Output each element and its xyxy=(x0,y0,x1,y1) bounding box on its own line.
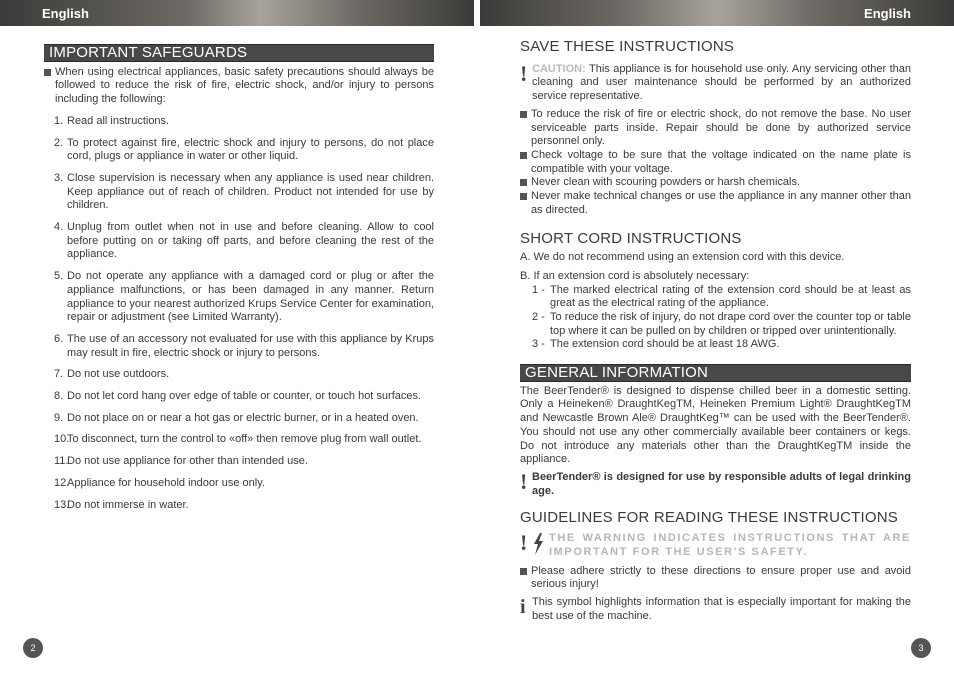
general-information-heading: GENERAL INFORMATION xyxy=(520,364,911,382)
item-text: To disconnect, turn the control to «off» then remove plug from wall outlet. xyxy=(67,433,422,446)
cord-list xyxy=(520,284,911,353)
page-number-left: 2 xyxy=(23,638,43,658)
item-text: Close supervision is necessary when any appliance is used near children. Keep appliance out of reach of children. Product not intended for use by children. xyxy=(67,171,434,212)
square-bullet-icon xyxy=(520,111,527,118)
list-item xyxy=(44,455,434,469)
list-item xyxy=(44,137,434,164)
square-bullet-icon xyxy=(44,69,51,76)
item-number: 5. xyxy=(54,270,64,283)
item-text: Do not use appliance for other than intended use. xyxy=(67,455,308,468)
warning-text: THE WARNING INDICATES INSTRUCTIONS THAT ARE IMPORTANT FOR THE USER'S SAFETY. xyxy=(549,532,911,558)
list-item xyxy=(520,284,911,311)
square-bullet-icon xyxy=(520,179,527,186)
save-bullets xyxy=(520,108,911,218)
bullet-text: Never clean with scouring powders or harsh chemicals. xyxy=(531,176,801,189)
language-label-left: English xyxy=(42,6,89,21)
list-item xyxy=(44,172,434,213)
list-item xyxy=(520,149,911,176)
save-instructions-heading: SAVE THESE INSTRUCTIONS xyxy=(520,38,735,55)
item-number: 7. xyxy=(54,368,64,381)
caution-text: This appliance is for household use only. Any servicing other than cleaning and user maintenance should be performed by an authorized service representative. xyxy=(532,62,911,103)
list-item xyxy=(44,115,434,129)
item-text: The use of an accessory not evaluated for use with this appliance by Krups may result in fire, electric shock or injury to persons. xyxy=(67,332,434,359)
info-text: This symbol highlights information that is especially important for making the best use of the machine. xyxy=(532,595,911,622)
item-text: Appliance for household indoor use only. xyxy=(67,476,265,489)
item-number: 6. xyxy=(54,332,64,345)
header-bar-right xyxy=(480,0,954,26)
list-item xyxy=(44,477,434,491)
general-information-text: The BeerTender® is designed to dispense chilled beer in a domestic setting. Only a Heineken® DraughtKegTM, Heineken Premium Light® DraughtKegTM and Newcastle Brown Ale® DraughtKeg™ can be used with the BeerTender®. You should not use any other commercially available beer containers or kegs. Do not introduce any materials other than the DraughtKegTM inside the appliance. xyxy=(520,384,911,466)
item-number: 11. xyxy=(54,455,69,468)
list-item xyxy=(44,368,434,382)
safeguards-heading: IMPORTANT SAFEGUARDS xyxy=(44,44,434,62)
list-item xyxy=(44,333,434,360)
square-bullet-icon xyxy=(520,568,527,575)
caution-label: CAUTION: xyxy=(532,62,586,75)
item-text: To reduce the risk of injury, do not drape cord over the counter top or table top where it can be pulled on by children or tripped over unintentionally. xyxy=(550,310,911,337)
right-column xyxy=(520,40,911,623)
header-bar-left xyxy=(0,0,474,26)
item-number: 3 - xyxy=(532,338,545,351)
caution-paragraph xyxy=(520,60,911,104)
item-text: Do not immerse in water. xyxy=(67,498,189,511)
adhere-text: Please adhere strictly to these directions to ensure proper use and avoid serious injury! xyxy=(531,564,911,591)
list-item xyxy=(44,390,434,404)
list-item xyxy=(520,338,911,352)
language-label-right: English xyxy=(864,6,911,21)
item-number: 10. xyxy=(54,433,70,446)
item-text: Unplug from outlet when not in use and before cleaning. Allow to cool before putting on or taking off parts, and before cleaning the rest of the appliance. xyxy=(67,221,434,261)
item-text: Read all instructions. xyxy=(67,114,170,127)
item-text: Do not let cord hang over edge of table or counter, or touch hot surfaces. xyxy=(67,390,422,403)
item-number: 3. xyxy=(54,171,64,184)
legal-text: BeerTender® is designed for use by responsible adults of legal drinking age. xyxy=(532,470,911,497)
info-paragraph xyxy=(520,596,911,623)
cord-note-b: B. If an extension cord is absolutely necessary: xyxy=(520,269,750,282)
item-number: 1 - xyxy=(532,283,545,296)
item-number: 2 - xyxy=(532,310,545,323)
list-item xyxy=(520,190,911,217)
item-text: To protect against fire, electric shock and injury to persons, do not place cord, plugs or appliance in water or other liquid. xyxy=(67,136,434,163)
info-icon: i xyxy=(520,595,526,618)
list-item xyxy=(44,433,434,447)
item-number: 2. xyxy=(54,136,64,149)
list-item xyxy=(520,311,911,338)
exclamation-icon: ! xyxy=(520,530,528,556)
list-item xyxy=(44,412,434,426)
short-cord-heading: SHORT CORD INSTRUCTIONS xyxy=(520,230,742,248)
square-bullet-icon xyxy=(520,193,527,200)
cord-note-a: A. We do not recommend using an extension cord with this device. xyxy=(520,251,845,264)
item-text: The extension cord should be at least 18 AWG. xyxy=(550,338,780,351)
item-number: 4. xyxy=(54,221,64,234)
item-text: Do not operate any appliance with a damaged cord or plug or after the appliance malfunctions, or has been damaged in any manner. Return appliance to your nearest authorized Krups Service Center for examination, repair or adjustment (see Limited Warranty). xyxy=(67,270,434,324)
left-column xyxy=(44,44,434,512)
item-number: 13. xyxy=(54,498,70,511)
safeguards-list xyxy=(44,115,434,512)
lightning-icon xyxy=(532,533,544,555)
item-number: 8. xyxy=(54,390,64,403)
item-text: Do not use outdoors. xyxy=(67,368,170,381)
square-bullet-icon xyxy=(520,152,527,159)
bullet-text: To reduce the risk of fire or electric shock, do not remove the base. No user serviceable parts inside. Repair should be done by authorized service personnel only. xyxy=(531,107,911,148)
exclamation-icon: ! xyxy=(520,60,528,86)
item-number: 1. xyxy=(54,114,64,127)
page-number-right: 3 xyxy=(911,638,931,658)
list-item xyxy=(44,221,434,262)
intro-text: When using electrical appliances, basic safety precautions should always be followed to reduce the risk of fire, electric shock, and/or injury to persons including the following: xyxy=(55,65,434,106)
item-text: Do not place on or near a hot gas or electric burner, or in a heated oven. xyxy=(67,411,419,424)
list-item xyxy=(44,499,434,513)
exclamation-icon: ! xyxy=(520,468,528,494)
list-item xyxy=(520,108,911,149)
list-item xyxy=(520,176,911,190)
guidelines-heading: GUIDELINES FOR READING THESE INSTRUCTIONS xyxy=(520,509,898,527)
item-number: 9. xyxy=(54,411,64,424)
list-item xyxy=(44,270,434,325)
legal-notice xyxy=(520,468,911,498)
bullet-text: Check voltage to be sure that the voltage indicated on the name plate is compatible with your voltage. xyxy=(531,148,911,175)
bullet-text: Never make technical changes or use the appliance in any manner other than as directed. xyxy=(531,190,911,216)
warning-paragraph xyxy=(520,532,911,559)
item-text: The marked electrical rating of the extension cord should be at least as great as the electrical rating of the appliance. xyxy=(550,283,911,310)
item-number: 12. xyxy=(54,476,70,489)
adhere-paragraph xyxy=(520,565,911,592)
intro-paragraph xyxy=(44,66,434,107)
